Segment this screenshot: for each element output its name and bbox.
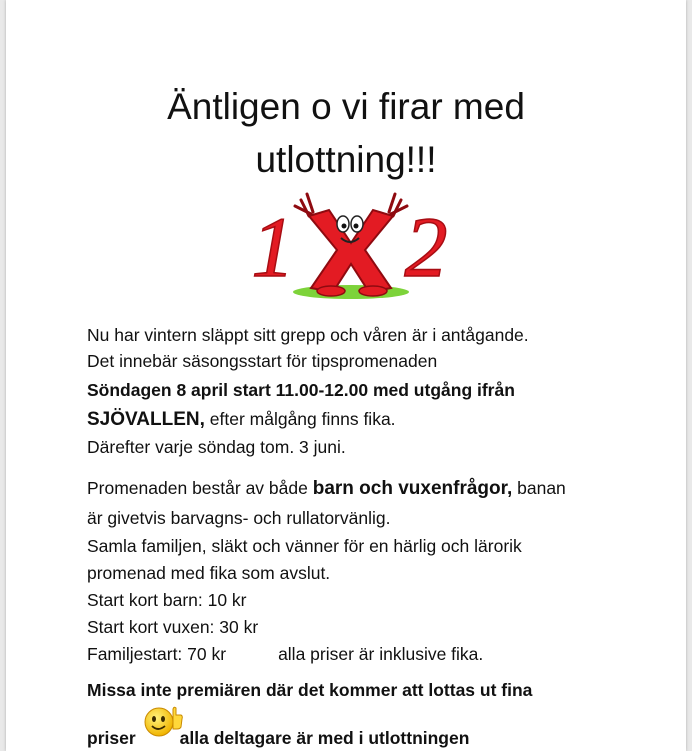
smiley-thumbs-up-icon — [143, 703, 185, 739]
page-title-line-2: utlottning!!! — [255, 139, 437, 180]
footer-line-1: Missa inte premiären där det kommer att lottas ut fina — [87, 680, 533, 700]
page-title-line-1: Äntligen o vi firar med — [167, 86, 525, 127]
question-types: barn och vuxenfrågor, — [312, 478, 513, 499]
body-line-9: promenad med fika som avslut. — [87, 563, 331, 583]
logo-digit-1: 1 — [251, 199, 295, 295]
document-page — [6, 0, 686, 751]
1x2-mascot-icon — [231, 188, 471, 303]
body-line-7: är givetvis barvagns- och rullatorvänlig. — [87, 508, 391, 528]
body-line-2: Det innebär säsongsstart för tipspromenaden — [87, 351, 438, 371]
footer-line-2-a: priser — [87, 728, 136, 748]
mascot-shadow — [293, 285, 409, 299]
footer-line-2-b: alla deltagare är med i utlottningen — [179, 728, 470, 748]
price-adult: Start kort vuxen: 30 kr — [87, 617, 259, 637]
logo-digit-2: 2 — [404, 199, 448, 295]
location-name: SJÖVALLEN, — [87, 409, 205, 430]
body-line-6 — [87, 477, 566, 500]
price-family-line — [87, 643, 483, 665]
body-line-5: Därefter varje söndag tom. 3 juni. — [87, 437, 346, 457]
body-line-8: Samla familjen, släkt och vänner för en härlig och lärorik — [87, 536, 522, 556]
body-line-4 — [87, 408, 396, 431]
price-note: alla priser är inklusive fika. — [278, 644, 484, 664]
price-child: Start kort barn: 10 kr — [87, 590, 247, 610]
body-line-4-text: efter målgång finns fika. — [204, 409, 396, 429]
body-line-6-text-b: banan — [512, 478, 566, 498]
body-line-3: Söndagen 8 april start 11.00-12.00 med utgång ifrån — [87, 380, 515, 400]
body-line-6-text-a: Promenaden består av både — [87, 478, 313, 498]
price-family: Familjestart: 70 kr — [87, 644, 227, 664]
body-line-1: Nu har vintern släppt sitt grepp och våren är i antågande. — [87, 325, 529, 345]
